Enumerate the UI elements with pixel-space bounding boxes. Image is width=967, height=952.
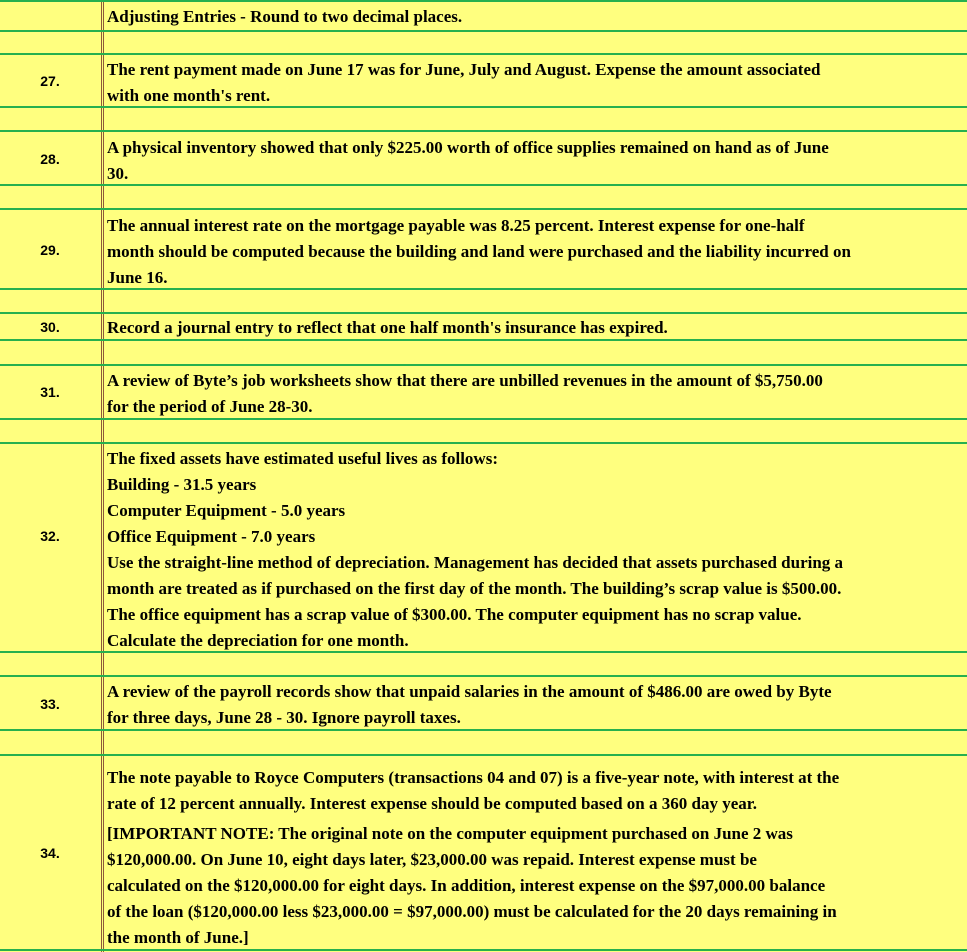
entry-line: The annual interest rate on the mortgage payable was 8.25 percent. Interest expense for one-half — [107, 216, 805, 235]
entry-line: Calculate the depreciation for one month. — [107, 631, 409, 650]
entry-line: month are treated as if purchased on the first day of the month. The building’s scrap value is $500.00. — [107, 579, 842, 598]
entry-line: rate of 12 percent annually. Interest expense should be computed based on a 360 day year. — [107, 794, 757, 813]
entry-line: A physical inventory showed that only $225.00 worth of office supplies remained on hand as of June — [107, 138, 829, 157]
entry-number: 34. — [40, 845, 60, 861]
entry-number: 28. — [40, 151, 60, 167]
entry-line: The rent payment made on June 17 was for June, July and August. Expense the amount associated — [107, 60, 821, 79]
entry-line: Record a journal entry to reflect that one half month's insurance has expired. — [107, 318, 668, 337]
entry-line: Office Equipment - 7.0 years — [107, 527, 316, 546]
entry-line: with one month's rent. — [107, 86, 271, 105]
row-rule — [0, 312, 967, 314]
entry-line: for the period of June 28-30. — [107, 397, 313, 416]
entry-text — [107, 135, 965, 187]
row-rule — [0, 130, 967, 132]
entry-line: Building - 31.5 years — [107, 475, 257, 494]
entry-line: $120,000.00. On June 10, eight days later, $23,000.00 was repaid. Interest expense must be — [107, 850, 757, 869]
entry-line: The note payable to Royce Computers (transactions 04 and 07) is a five-year note, with interest at the — [107, 768, 840, 787]
entry-line: Computer Equipment - 5.0 years — [107, 501, 346, 520]
row-rule — [0, 364, 967, 366]
entry-text — [107, 765, 965, 951]
entry-number: 27. — [40, 73, 60, 89]
entry-line: June 16. — [107, 268, 168, 287]
entry-text — [107, 213, 965, 291]
column-divider-right — [103, 0, 104, 952]
entry-text — [107, 446, 965, 654]
entry-number: 29. — [40, 242, 60, 258]
row-rule — [0, 754, 967, 756]
entry-line: month should be computed because the building and land were purchased and the liability incurred on — [107, 242, 851, 261]
entry-text — [107, 315, 965, 341]
entry-line: A review of Byte’s job worksheets show that there are unbilled revenues in the amount of $5,750.00 — [107, 371, 823, 390]
entry-text — [107, 679, 965, 731]
entry-text — [107, 57, 965, 109]
row-rule — [0, 53, 967, 55]
entry-number: 31. — [40, 384, 60, 400]
entry-line: the month of June.] — [107, 928, 249, 947]
entry-line: 30. — [107, 164, 129, 183]
entry-text — [107, 368, 965, 420]
row-rule — [0, 0, 967, 2]
entry-line: The fixed assets have estimated useful lives as follows: — [107, 449, 498, 468]
row-rule — [0, 675, 967, 677]
entry-line: for three days, June 28 - 30. Ignore payroll taxes. — [107, 708, 461, 727]
column-divider-left — [101, 0, 102, 952]
entry-line: calculated on the $120,000.00 for eight days. In addition, interest expense on the $97,000.00 balance — [107, 876, 826, 895]
entry-line: [IMPORTANT NOTE: The original note on the computer equipment purchased on June 2 was — [107, 824, 793, 843]
entry-number: 32. — [40, 528, 60, 544]
entry-line: The office equipment has a scrap value of $300.00. The computer equipment has no scrap value. — [107, 605, 802, 624]
row-rule — [0, 30, 967, 32]
entry-line: A review of the payroll records show that unpaid salaries in the amount of $486.00 are owed by Byte — [107, 682, 832, 701]
entry-number: 30. — [40, 319, 60, 335]
entry-line: of the loan ($120,000.00 less $23,000.00 = $97,000.00) must be calculated for the 20 days remaining in — [107, 902, 837, 921]
row-rule — [0, 442, 967, 444]
entry-line: Use the straight-line method of depreciation. Management has decided that assets purchased during a — [107, 553, 844, 572]
entry-number: 33. — [40, 696, 60, 712]
row-rule — [0, 208, 967, 210]
section-header: Adjusting Entries - Round to two decimal places. — [107, 7, 463, 26]
